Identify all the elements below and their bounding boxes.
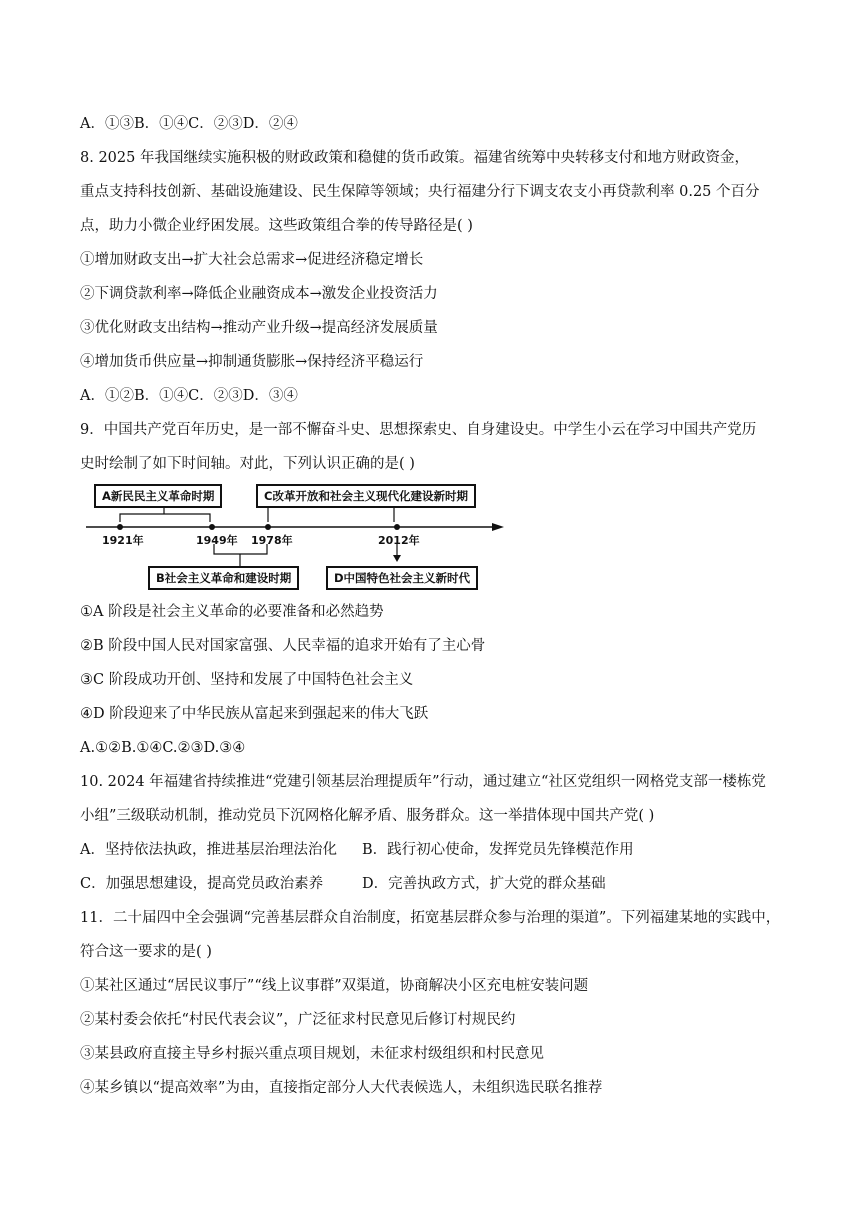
q8-stem-line-2: 重点支持科技创新、基础设施建设、民生保障等领域；央行福建分行下调支农支小再贷款利率 0.25 个百分 (80, 184, 760, 200)
q8-item-3: ③优化财政支出结构→推动产业升级→提高经济发展质量 (80, 320, 438, 336)
dot-1921 (117, 524, 123, 530)
q9-item-1: ①A 阶段是社会主义革命的必要准备和必然趋势 (80, 604, 384, 620)
q10-option-a: A．坚持依法执政，推进基层治理法治化 (80, 842, 337, 858)
period-box-d: D中国特色社会主义新时代 (326, 566, 478, 590)
period-box-c: C改革开放和社会主义现代化建设新时期 (256, 484, 476, 508)
timeline-diagram (84, 480, 514, 592)
q7-options: A．①③B．①④C．②③D．②④ (80, 116, 298, 132)
period-box-a: A新民民主义革命时期 (94, 484, 222, 508)
period-box-b: B社会主义革命和建设时期 (148, 566, 299, 590)
dot-1949 (209, 524, 215, 530)
q10-option-b: B．践行初心使命，发挥党员先锋模范作用 (362, 842, 634, 858)
q11-stem-line-2: 符合这一要求的是( ) (80, 944, 212, 960)
year-2012: 2012年 (378, 534, 420, 547)
q9-stem-line-1: 9．中国共产党百年历史，是一部不懈奋斗史、思想探索史、自身建设史。中学生小云在学习中国共产党历 (80, 422, 757, 438)
dot-2012 (394, 524, 400, 530)
timeline-arrow-head (492, 523, 504, 531)
q9-item-2: ②B 阶段中国人民对国家富强、人民幸福的追求开始有了主心骨 (80, 638, 486, 654)
q11-item-3: ③某县政府直接主导乡村振兴重点项目规划，未征求村级组织和村民意见 (80, 1046, 544, 1062)
q10-stem-line-1: 10. 2024 年福建省持续推进“党建引领基层治理提质年”行动，通过建立“社区党组织一网格党支部一楼栋党 (80, 774, 766, 790)
q8-stem-line-1: 8. 2025 年我国继续实施积极的财政政策和稳健的货币政策。福建省统筹中央转移支付和地方财政资金， (80, 150, 749, 166)
q11-item-2: ②某村委会依托“村民代表会议”，广泛征求村民意见后修订村规民约 (80, 1012, 516, 1028)
q8-options: A．①②B．①④C．②③D．③④ (80, 388, 298, 404)
q8-item-4: ④增加货币供应量→抑制通货膨胀→保持经济平稳运行 (80, 354, 424, 370)
year-1921: 1921年 (102, 534, 144, 547)
bracket-c (268, 506, 394, 522)
q9-stem-line-2: 史时绘制了如下时间轴。对此，下列认识正确的是( ) (80, 456, 415, 472)
q9-item-3: ③C 阶段成功开创、坚持和发展了中国特色社会主义 (80, 672, 414, 688)
q9-options: A.①②B.①④C.②③D.③④ (80, 740, 246, 756)
year-1949: 1949年 (196, 534, 238, 547)
q9-item-4: ④D 阶段迎来了中华民族从富起来到强起来的伟大飞跃 (80, 706, 429, 722)
year-1978: 1978年 (251, 534, 293, 547)
q11-item-1: ①某社区通过“居民议事厅”“线上议事群”双渠道，协商解决小区充电桩安装问题 (80, 978, 589, 994)
q8-item-2: ②下调贷款利率→降低企业融资成本→激发企业投资活力 (80, 286, 438, 302)
dot-1978 (265, 524, 271, 530)
arrow-d-head (393, 555, 401, 562)
q10-option-d: D．完善执政方式，扩大党的群众基础 (362, 876, 606, 892)
bracket-a (120, 514, 210, 522)
q8-stem-line-3: 点，助力小微企业纾困发展。这些政策组合拳的传导路径是( ) (80, 218, 473, 234)
q11-item-4: ④某乡镇以“提高效率”为由，直接指定部分人大代表候选人，未组织选民联名推荐 (80, 1080, 603, 1096)
q10-option-c: C．加强思想建设，提高党员政治素养 (80, 876, 324, 892)
q11-stem-line-1: 11．二十届四中全会强调“完善基层群众自治制度，拓宽基层群众参与治理的渠道”。下列福建某地的实践中， (80, 910, 781, 926)
q10-stem-line-2: 小组”三级联动机制，推动党员下沉网格化解矛盾、服务群众。这一举措体现中国共产党( ) (80, 808, 655, 824)
q8-item-1: ①增加财政支出→扩大社会总需求→促进经济稳定增长 (80, 252, 424, 268)
